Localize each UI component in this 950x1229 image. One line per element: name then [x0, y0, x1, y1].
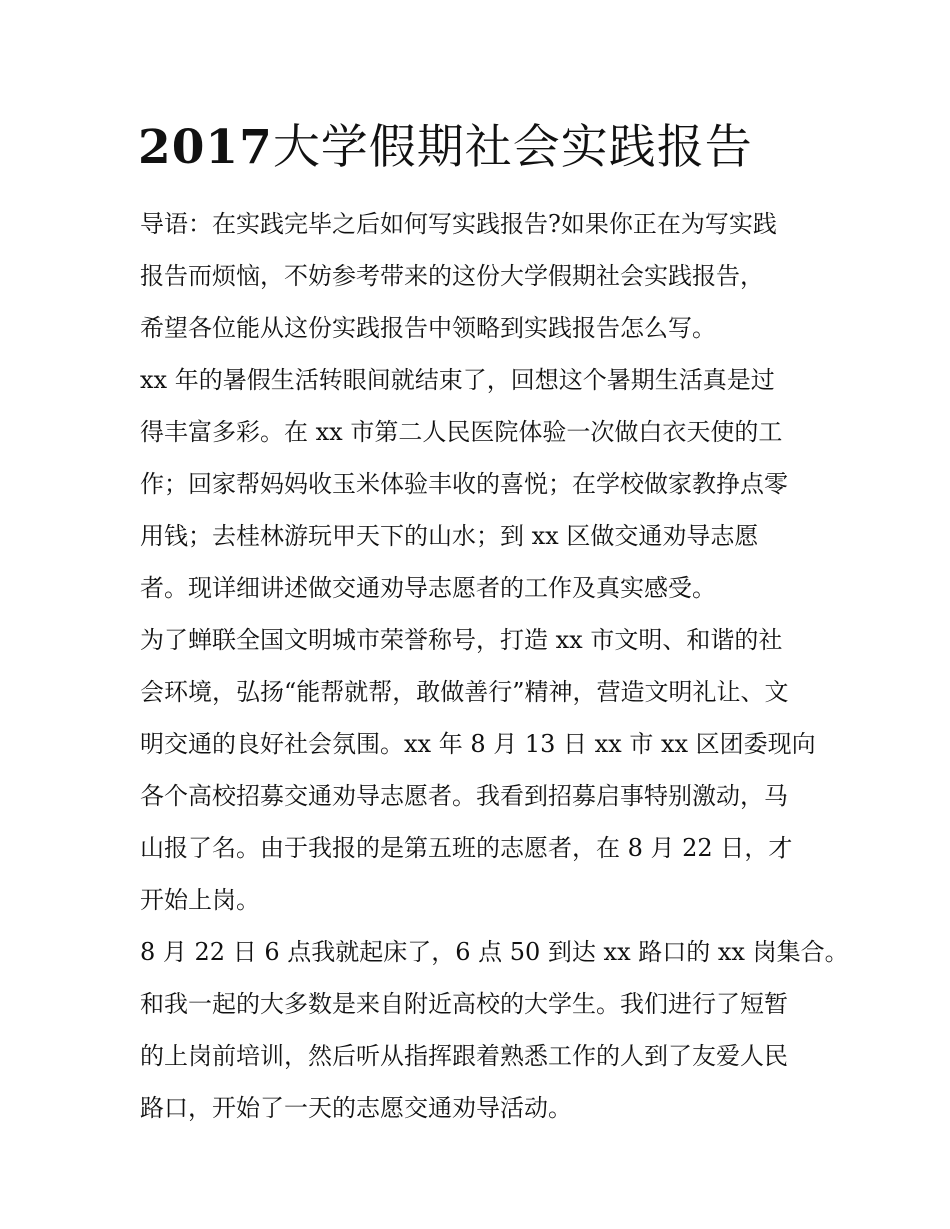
text-line: 路口，开始了一天的志愿交通劝导活动。: [140, 1094, 572, 1122]
text-line: 得丰富多彩。在 xx 市第二人民医院体验一次做白衣天使的工: [140, 418, 783, 446]
text-line: xx 年的暑假生活转眼间就结束了，回想这个暑期生活真是过: [140, 366, 775, 394]
text-line: 山报了名。由于我报的是第五班的志愿者，在 8 月 22 日，才: [140, 834, 793, 862]
text-line: 的上岗前培训，然后听从指挥跟着熟悉工作的人到了友爱人民: [140, 1042, 788, 1070]
title-text: 大学假期社会实践报告: [272, 120, 753, 175]
text-line: 用钱；去桂林游玩甲天下的山水；到 xx 区做交通劝导志愿: [140, 522, 759, 550]
paragraph-recruitment: [140, 614, 820, 926]
document-body: [140, 198, 849, 1134]
text-line: 各个高校招募交通劝导志愿者。我看到招募启事特别激动，马: [140, 782, 788, 810]
paragraph-first-day: [140, 926, 849, 1134]
text-line: 明交通的良好社会氛围。xx 年 8 月 13 日 xx 市 xx 区团委现向: [140, 730, 816, 758]
text-line: 者。现详细讲述做交通劝导志愿者的工作及真实感受。: [140, 574, 716, 602]
text-line: 会环境，弘扬“能帮就帮，敢做善行”精神，营造文明礼让、文: [140, 678, 789, 706]
paragraph-intro: [140, 198, 820, 354]
title-year: 2017: [138, 120, 273, 175]
text-line: 和我一起的大多数是来自附近高校的大学生。我们进行了短暂: [140, 990, 788, 1018]
text-line: 8 月 22 日 6 点我就起床了，6 点 50 到达 xx 路口的 xx 岗集合。: [140, 938, 849, 966]
text-line: 作；回家帮妈妈收玉米体验丰收的喜悦；在学校做家教挣点零: [140, 470, 788, 498]
text-line: 报告而烦恼，不妨参考带来的这份大学假期社会实践报告，: [140, 262, 764, 290]
text-line: 为了蝉联全国文明城市荣誉称号，打造 xx 市文明、和谐的社: [140, 626, 783, 654]
text-line: 开始上岗。: [140, 886, 260, 914]
text-line: 希望各位能从这份实践报告中领略到实践报告怎么写。: [140, 314, 716, 342]
paragraph-summer: [140, 354, 820, 614]
text-line: 导语：在实践完毕之后如何写实践报告?如果你正在为写实践: [140, 210, 777, 238]
document-title: [138, 116, 753, 180]
